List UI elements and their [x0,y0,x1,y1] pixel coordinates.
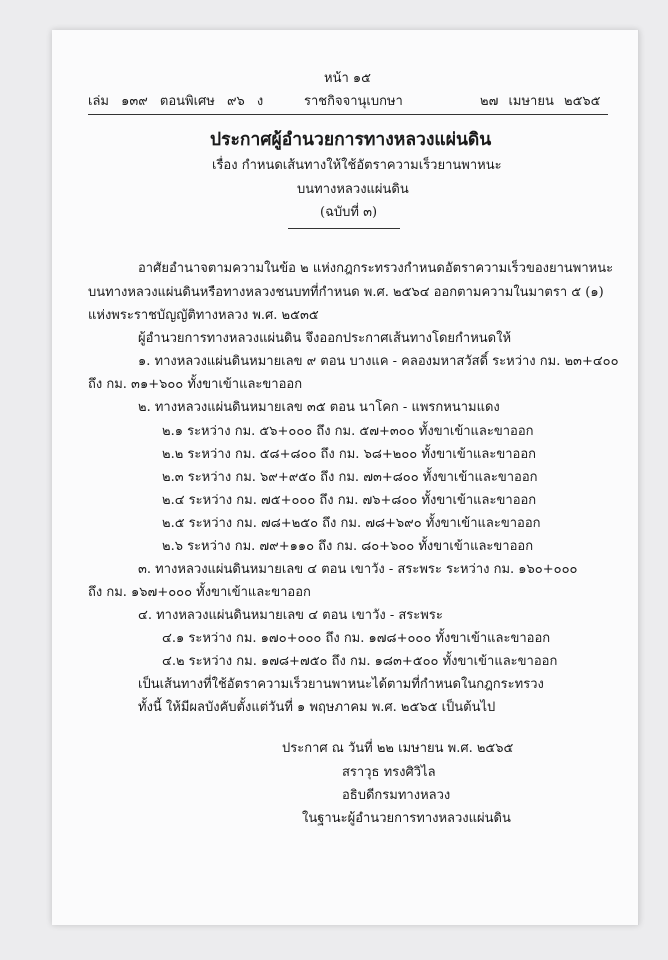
item-3-line-1: ๓. ทางหลวงแผ่นดินหมายเลข ๔ ตอน เขาวัง - สระพระ ระหว่าง กม. ๑๖๐+๐๐๐ [138,562,578,577]
announcement-title: ประกาศผู้อำนวยการทางหลวงแผ่นดิน [210,130,492,150]
closing-line-1: เป็นเส้นทางที่ใช้อัตราความเร็วยานพาหนะได้ตามที่กำหนดในกฎกระทรวง [138,677,544,692]
publication-date: ๒๗ เมษายน ๒๕๖๕ [480,94,601,109]
closing-line-2: ทั้งนี้ ให้มีผลบังคับตั้งแต่วันที่ ๑ พฤษภาคม พ.ศ. ๒๕๖๕ เป็นต้นไป [138,700,496,715]
item-4-2: ๔.๒ ระหว่าง กม. ๑๗๘+๗๕๐ ถึง กม. ๑๘๓+๕๐๐ ทั้งขาเข้าและขาออก [162,654,558,669]
item-2-5: ๒.๕ ระหว่าง กม. ๗๘+๒๕๐ ถึง กม. ๗๘+๖๙๐ ทั้งขาเข้าและขาออก [162,516,541,531]
document-page [52,30,639,925]
announcement-edition: (ฉบับที่ ๓) [320,205,378,220]
announcement-subject-line-1: เรื่อง กำหนดเส้นทางให้ใช้อัตราความเร็วยานพาหนะ [212,158,502,173]
item-4-1: ๔.๑ ระหว่าง กม. ๑๗๐+๐๐๐ ถึง กม. ๑๗๘+๐๐๐ ทั้งขาเข้าและขาออก [162,631,551,646]
item-2-3: ๒.๓ ระหว่าง กม. ๖๙+๙๕๐ ถึง กม. ๗๓+๘๐๐ ทั้งขาเข้าและขาออก [162,470,538,485]
item-2-2: ๒.๒ ระหว่าง กม. ๕๘+๘๐๐ ถึง กม. ๖๘+๒๐๐ ทั้งขาเข้าและขาออก [162,447,537,462]
item-1-line-2: ถึง กม. ๓๑+๖๐๐ ทั้งขาเข้าและขาออก [88,377,303,392]
item-2-heading: ๒. ทางหลวงแผ่นดินหมายเลข ๓๕ ตอน นาโคก - แพรกหนามแดง [138,400,500,415]
preamble-line-3: แห่งพระราชบัญญัติทางหลวง พ.ศ. ๒๕๓๕ [88,308,319,323]
item-3-line-2: ถึง กม. ๑๖๗+๐๐๐ ทั้งขาเข้าและขาออก [88,585,311,600]
announce-line: ผู้อำนวยการทางหลวงแผ่นดิน จึงออกประกาศเส้นทางโดยกำหนดให้ [138,331,512,346]
item-4-heading: ๔. ทางหลวงแผ่นดินหมายเลข ๔ ตอน เขาวัง - สระพระ [138,608,443,623]
signatory-name: สราวุธ ทรงศิวิไล [342,765,436,780]
item-2-4: ๒.๔ ระหว่าง กม. ๗๕+๐๐๐ ถึง กม. ๗๖+๘๐๐ ทั้งขาเข้าและขาออก [162,493,537,508]
item-2-1: ๒.๑ ระหว่าง กม. ๕๖+๐๐๐ ถึง กม. ๕๗+๓๐๐ ทั้งขาเข้าและขาออก [162,424,534,439]
page-number: หน้า ๑๕ [324,71,371,86]
item-2-6: ๒.๖ ระหว่าง กม. ๗๙+๑๑๐ ถึง กม. ๘๐+๖๐๐ ทั้งขาเข้าและขาออก [162,539,534,554]
announcement-subject-line-2: บนทางหลวงแผ่นดิน [297,182,409,197]
publication-name: ราชกิจจานุเบกษา [304,94,403,109]
preamble-line-1: อาศัยอำนาจตามความในข้อ ๒ แห่งกฎกระทรวงกำหนดอัตราความเร็วของยานพาหนะ [138,261,614,276]
preamble-line-2: บนทางหลวงแผ่นดินหรือทางหลวงชนบทที่กำหนด พ.ศ. ๒๕๖๔ ออกตามความในมาตรา ๕ (๑) [88,285,604,300]
signatory-position: อธิบดีกรมทางหลวง [342,788,451,803]
item-1-line-1: ๑. ทางหลวงแผ่นดินหมายเลข ๙ ตอน บางแค - คลองมหาสวัสดิ์ ระหว่าง กม. ๒๓+๔๐๐ [138,354,619,369]
title-underline [288,228,400,229]
header-rule [88,114,608,115]
signatory-capacity: ในฐานะผู้อำนวยการทางหลวงแผ่นดิน [302,811,511,826]
volume-info: เล่ม ๑๓๙ ตอนพิเศษ ๙๖ ง [88,94,264,109]
announcement-date: ประกาศ ณ วันที่ ๒๒ เมษายน พ.ศ. ๒๕๖๕ [282,741,514,756]
